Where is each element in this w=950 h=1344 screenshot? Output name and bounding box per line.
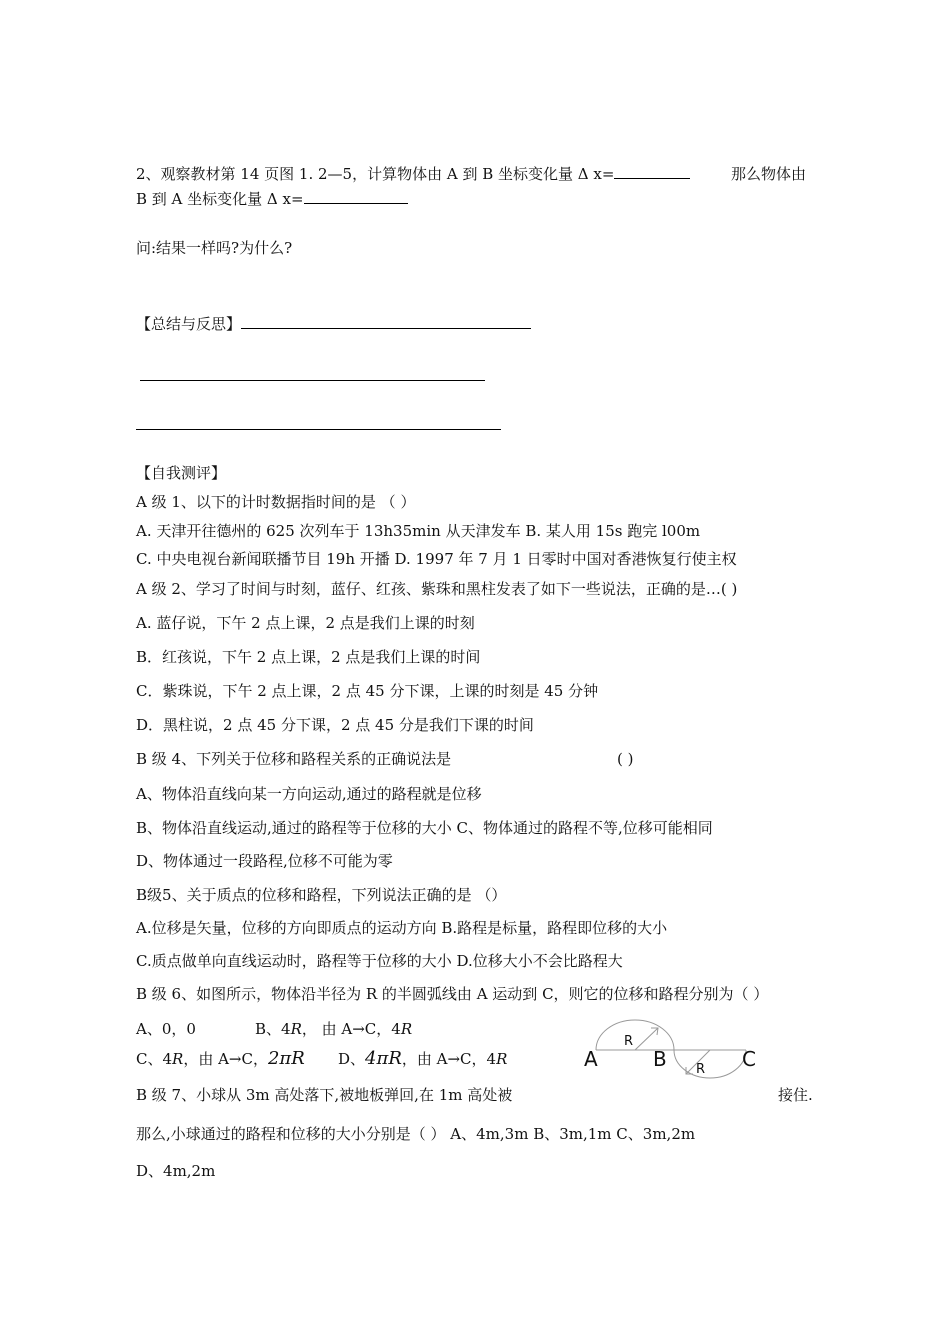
q6-option-c-value: 2πR [267,1048,305,1069]
q2-answer-blank-ba[interactable] [304,189,408,204]
figure-upper-arc [596,1020,674,1050]
q6-option-b [255,1019,412,1039]
q6-option-d-post: ，由 A→C，4 [401,1050,497,1068]
q2-option-a: A. 蓝仔说，下午 2 点上课，2 点是我们上课的时刻 [136,614,475,632]
figure-label-b: B [653,1047,667,1071]
q2-line1-tail: 那么物体由 [731,165,807,183]
q6-stem: B 级 6、如图所示，物体沿半径为 R 的半圆弧线由 A 运动到 C，则它的位移和路程分别为（ ） [136,985,769,1003]
q2-option-d: D．黑柱说，2 点 45 分下课，2 点 45 分是我们下课的时间 [136,716,534,734]
q2-option-c: C．紫珠说，下午 2 点上课，2 点 45 分下课，上课的时刻是 45 分钟 [136,682,599,700]
q7-line2: 那么,小球通过的路程和位移的大小分别是（ ） A、4m,3m B、3m,1m C、3m,2m [136,1125,696,1143]
q6-option-d-value: 4πR [365,1048,402,1069]
q5-stem: B级5、关于质点的位移和路程，下列说法正确的是 （） [136,886,507,904]
q5-options-ab: A.位移是矢量，位移的方向即质点的运动方向 B.路程是标量，路程即位移的大小 [136,919,668,937]
q6-option-d [338,1049,507,1069]
q4-answer-paren: ( ) [617,750,634,768]
q4-stem: B 级 4、下列关于位移和路程关系的正确说法是 [136,750,452,768]
q2-line1-text: 2、观察教材第 14 页图 1. 2—5，计算物体由 A 到 B 坐标变化量 Δ x= [136,165,615,183]
q1-options-ab: A. 天津开往德州的 625 次列车于 13h35min 从天津发车 B. 某人用 15s 跑完 l00m [136,522,701,540]
q6-option-c-pre: C、4 [136,1050,173,1068]
q1-stem: A 级 1、以下的计时数据指时间的是 （ ） [136,493,416,511]
summary-blank-1[interactable] [241,314,531,329]
q6-var-r: R [496,1050,508,1068]
summary-heading-line [136,314,531,334]
figure-label-r-lower: R [696,1062,706,1077]
semicircle-figure [576,1014,766,1086]
q6-var-r: R [172,1050,184,1068]
q4-option-a: A、物体沿直线向某一方向运动,通过的路程就是位移 [136,785,482,803]
q7-stem-tail: 接住. [778,1086,813,1104]
figure-label-c: C [742,1047,756,1071]
q6-option-a: A、0，0 [136,1020,196,1038]
figure-label-a: A [584,1047,598,1071]
q6-option-b-post: ， 由 A→C，4 [301,1020,401,1038]
q4-option-d: D、物体通过一段路程,位移不可能为零 [136,852,393,870]
q1-options-cd: C. 中央电视台新闻联播节目 19h 开播 D. 1997 年 7 月 1 日零时中国对香港恢复行使主权 [136,550,737,568]
q7-stem: B 级 7、小球从 3m 高处落下,被地板弹回,在 1m 高处被 [136,1086,513,1104]
q2-line1 [136,164,690,184]
q2-question: 问:结果一样吗?为什么? [136,239,293,257]
q5-options-cd: C.质点做单向直线运动时，路程等于位移的大小 D.位移大小不会比路程大 [136,952,623,970]
q6-var-r: R [400,1020,413,1038]
q6-var-r: R [290,1020,302,1038]
q6-option-b-pre: B、4 [255,1020,291,1038]
summary-blank-3[interactable] [136,429,501,430]
q2-line2 [136,189,408,209]
summary-blank-2[interactable] [140,380,485,381]
q6-option-c [136,1049,305,1069]
q6-option-c-mid: ，由 A→C， [183,1050,268,1068]
figure-lower-arc [674,1050,746,1078]
selftest-heading: 【自我测评】 [136,464,227,482]
q4-options-bc: B、物体沿直线运动,通过的路程等于位移的大小 C、物体通过的路程不等,位移可能相同 [136,819,713,837]
q2-line2-text: B 到 A 坐标变化量 Δ x= [136,190,304,208]
figure-label-r-upper: R [624,1034,634,1049]
q2-stem: A 级 2、学习了时间与时刻，蓝仔、红孩、紫珠和黑柱发表了如下一些说法，正确的是…( ) [136,580,738,598]
summary-heading: 【总结与反思】 [136,315,242,333]
q6-option-d-pre: D、 [338,1050,366,1068]
q2-option-b: B．红孩说，下午 2 点上课，2 点是我们上课的时间 [136,648,481,666]
q2-answer-blank-ab[interactable] [614,164,690,179]
q7-option-d: D、4m,2m [136,1162,216,1180]
